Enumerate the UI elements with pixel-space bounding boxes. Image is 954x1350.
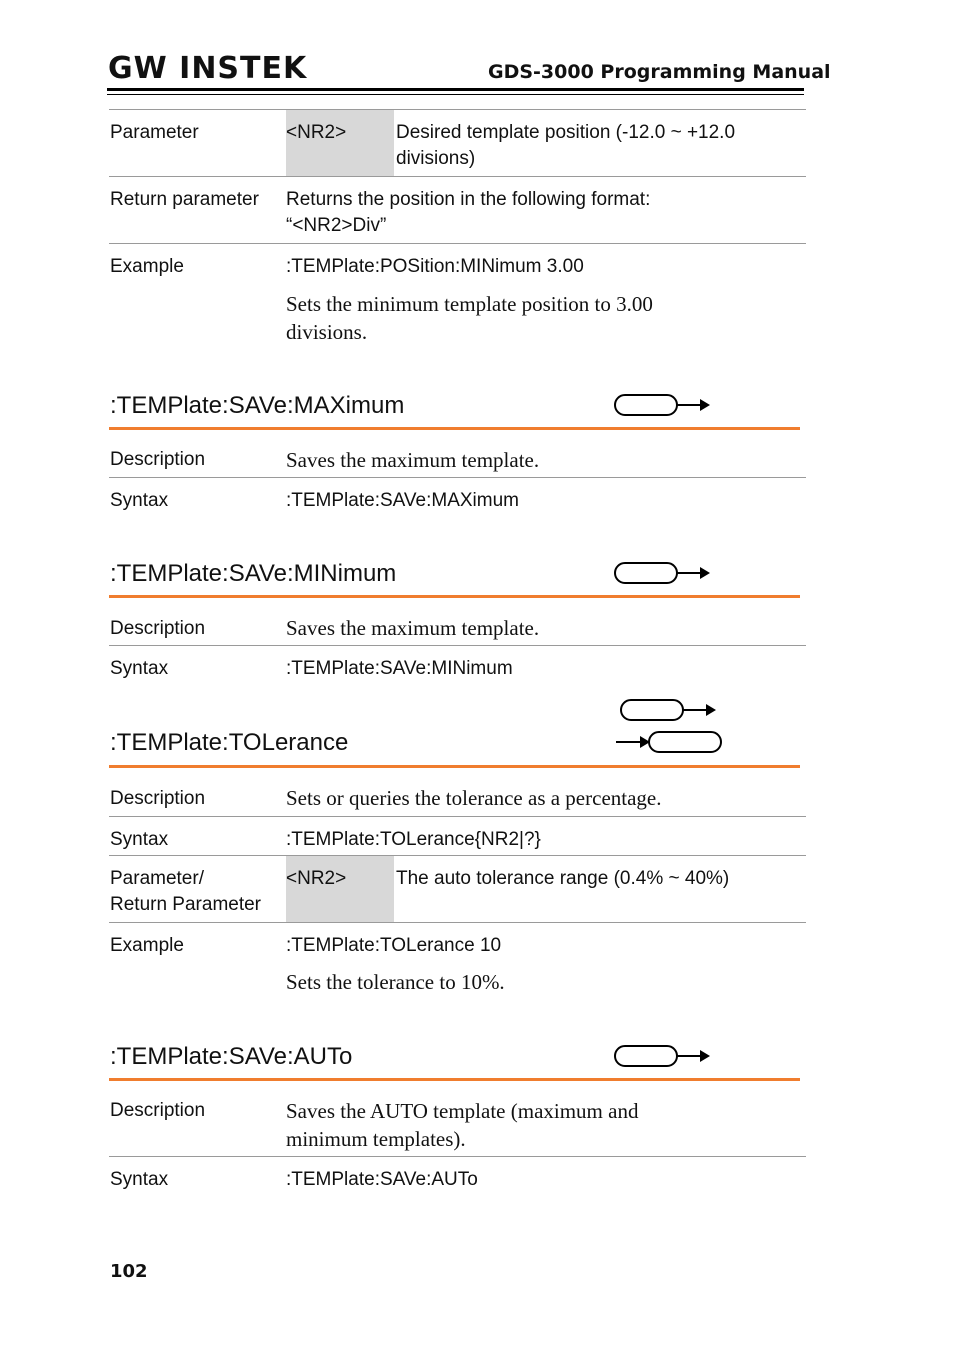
example-command: :TEMPlate:POSition:MINimum 3.00	[286, 256, 584, 277]
example-command: :TEMPlate:TOLerance 10	[286, 935, 502, 956]
table-divider	[109, 855, 806, 856]
parameter-type-cell	[286, 110, 394, 176]
parameter-description	[396, 120, 735, 172]
table-divider	[109, 922, 806, 923]
parameter-type-cell	[286, 856, 394, 922]
parameter-description-line: Desired template position (-12.0 ~ +12.0	[396, 122, 736, 143]
example-description	[286, 290, 653, 346]
syntax-label: Syntax	[110, 658, 169, 679]
parameter-type: <NR2>	[286, 122, 347, 143]
syntax-text: :TEMPlate:SAVe:MAXimum	[286, 490, 519, 511]
section-rule	[109, 1078, 800, 1081]
header-rule-thick	[107, 88, 804, 91]
example-description-line: divisions.	[286, 320, 368, 344]
brand-logo: GW INSTEK	[108, 51, 308, 86]
description-text	[286, 1097, 638, 1153]
manual-title: GDS-3000 Programming Manual	[488, 61, 831, 83]
example-description-line: Sets the minimum template position to 3.00	[286, 292, 653, 316]
set-icon	[620, 699, 720, 723]
description-line: minimum templates).	[286, 1127, 466, 1151]
syntax-label: Syntax	[110, 1169, 169, 1190]
section-title: :TEMPlate:SAVe:MINimum	[110, 560, 397, 587]
example-label: Example	[110, 935, 184, 956]
parameter-label: Parameter	[110, 122, 199, 143]
table-divider	[109, 1156, 806, 1157]
set-icon	[614, 394, 714, 418]
description-text: Sets or queries the tolerance as a percentage.	[286, 786, 662, 810]
page-number: 102	[110, 1261, 148, 1282]
section-title: :TEMPlate:TOLerance	[110, 729, 349, 756]
parameter-description-line: divisions)	[396, 148, 476, 169]
section-title: :TEMPlate:SAVe:AUTo	[110, 1043, 353, 1070]
parameter-label	[110, 866, 261, 918]
return-line: “<NR2>Div”	[286, 215, 387, 236]
description-label: Description	[110, 1100, 206, 1121]
table-divider	[109, 645, 806, 646]
return-parameter-value	[286, 187, 650, 239]
syntax-text: :TEMPlate:SAVe:AUTo	[286, 1169, 478, 1190]
syntax-label: Syntax	[110, 829, 169, 850]
section-rule	[109, 765, 800, 768]
table-divider	[109, 109, 806, 110]
section-title: :TEMPlate:SAVe:MAXimum	[110, 392, 405, 419]
return-line: Returns the position in the following format:	[286, 189, 651, 210]
example-label: Example	[110, 256, 184, 277]
section-rule	[109, 427, 800, 430]
syntax-text: :TEMPlate:SAVe:MINimum	[286, 658, 513, 679]
parameter-label-line: Parameter/	[110, 868, 204, 889]
parameter-type: <NR2>	[286, 868, 347, 889]
table-divider	[109, 816, 806, 817]
description-label: Description	[110, 449, 206, 470]
set-icon	[614, 562, 714, 586]
parameter-label-line: Return Parameter	[110, 894, 262, 915]
table-divider	[109, 477, 806, 478]
table-divider	[109, 176, 806, 177]
query-icon	[614, 731, 724, 755]
description-text: Saves the maximum template.	[286, 448, 540, 472]
description-label: Description	[110, 788, 206, 809]
description-label: Description	[110, 618, 206, 639]
set-icon	[614, 1045, 714, 1069]
return-parameter-label: Return parameter	[110, 189, 259, 210]
syntax-label: Syntax	[110, 490, 169, 511]
parameter-description: The auto tolerance range (0.4% ~ 40%)	[396, 868, 730, 889]
table-divider	[109, 243, 806, 244]
syntax-text: :TEMPlate:TOLerance{NR2|?}	[286, 829, 541, 850]
header-rule-thin	[107, 94, 804, 95]
example-description: Sets the tolerance to 10%.	[286, 970, 505, 994]
section-rule	[109, 595, 800, 598]
description-line: Saves the AUTO template (maximum and	[286, 1099, 639, 1123]
description-text: Saves the maximum template.	[286, 616, 540, 640]
